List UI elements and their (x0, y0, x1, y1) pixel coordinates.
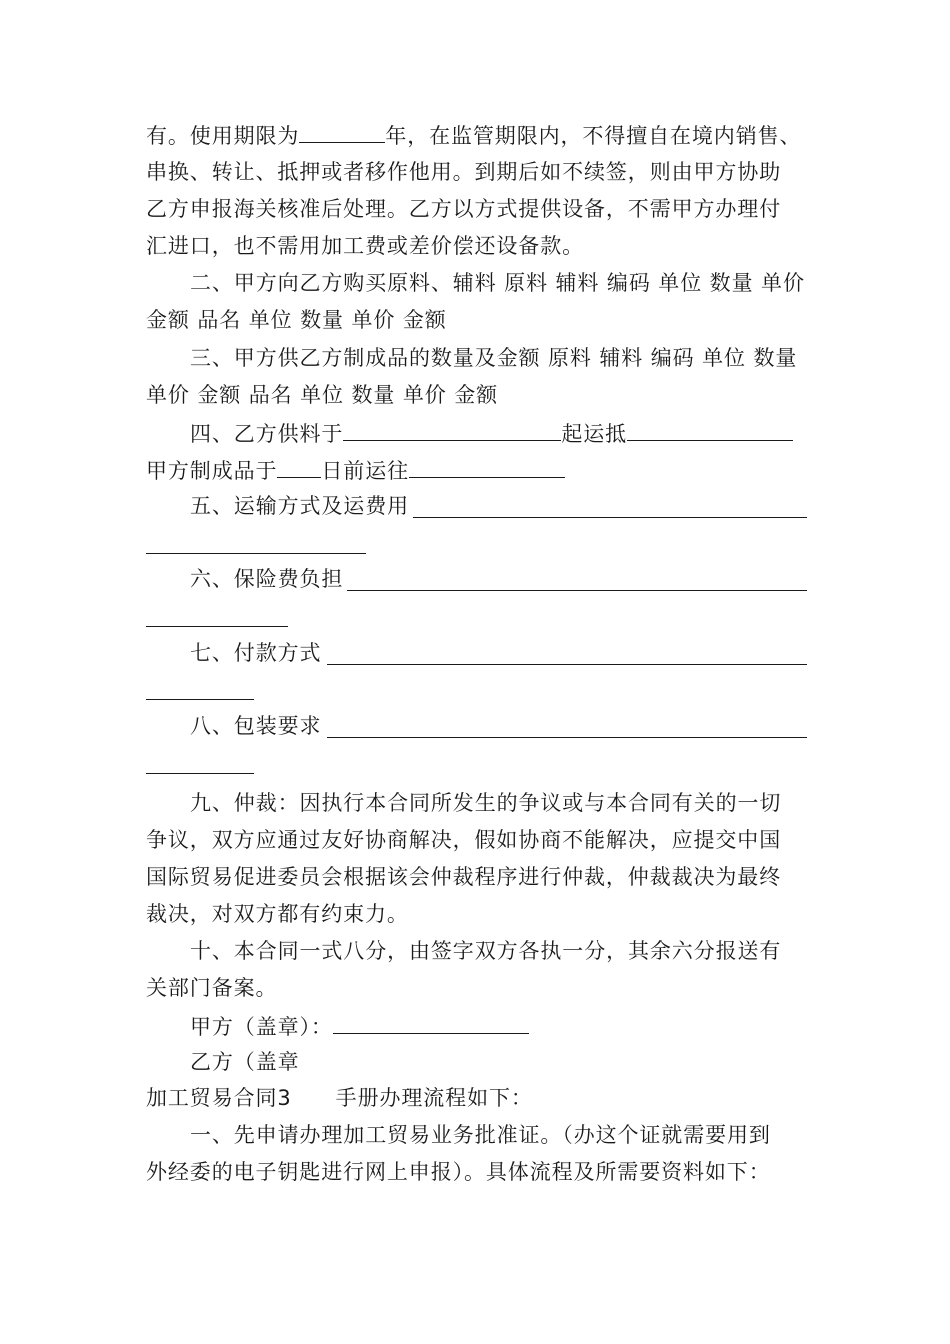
party-a-signature-line (190, 1007, 529, 1044)
clause-5-line (190, 488, 409, 525)
paragraph-line: 裁决，对双方都有约束力。 (146, 902, 409, 926)
text-span: 手册办理流程如下： (335, 1086, 533, 1110)
text-span: 年，在监管期限内，不得擅自在境内销售、 (385, 124, 802, 148)
paragraph-line: 关部门备案。 (146, 976, 278, 1000)
fill-in-blank (327, 736, 807, 738)
paragraph-line: 串换、转让、抵押或者移作他用。到期后如不续签，则由甲方协助 (146, 160, 782, 184)
clause-8-line (190, 708, 321, 745)
clause-2-line: 二、甲方向乙方购买原料、辅料 原料 辅料 编码 单位 数量 单价 (190, 271, 805, 295)
text-span: 加工贸易合同3 (146, 1086, 292, 1110)
paragraph-line: 外经委的电子钥匙进行网上申报）。具体流程及所需要资料如下： (146, 1160, 771, 1184)
fill-in-blank (327, 663, 807, 665)
paragraph-line (146, 451, 565, 488)
fill-in-blank (333, 1007, 529, 1034)
paragraph-line: 乙方申报海关核准后处理。乙方以方式提供设备，不需甲方办理付 (146, 197, 782, 221)
clause-10-line: 十、本合同一式八分，由签字双方各执一分，其余六分报送有 (190, 939, 782, 963)
paragraph-line: 汇进口，也不需用加工费或差价偿还设备款。 (146, 234, 584, 258)
text-span: 日前运往 (321, 459, 410, 483)
fill-in-blank (413, 516, 807, 518)
text-span: 甲方制成品于 (146, 459, 278, 483)
text-span: 五、运输方式及运费用 (190, 494, 409, 518)
paragraph-line (146, 116, 801, 153)
fill-in-blank (146, 772, 254, 774)
fill-in-blank (627, 414, 793, 441)
clause-9-line: 九、仲裁：因执行本合同所发生的争议或与本合同有关的一切 (190, 791, 782, 815)
paragraph-line: 一、先申请办理加工贸易业务批准证。（办这个证就需要用到 (190, 1123, 771, 1147)
clause-4-line (190, 414, 793, 451)
fill-in-blank (146, 552, 366, 554)
text-span: 七、付款方式 (190, 641, 322, 665)
fill-in-blank (146, 625, 288, 627)
fill-in-blank (409, 451, 565, 478)
fill-in-blank (277, 451, 321, 478)
clause-3-line: 三、甲方供乙方制成品的数量及金额 原料 辅料 编码 单位 数量 (190, 346, 798, 370)
fill-in-blank (299, 116, 385, 143)
text-span: 有。使用期限为 (146, 124, 300, 148)
text-span: 四、乙方供料于 (190, 422, 344, 446)
fill-in-blank (146, 698, 254, 700)
paragraph-line: 国际贸易促进委员会根据该会仲裁程序进行仲裁，仲裁裁决为最终 (146, 865, 782, 889)
clause-6-line (190, 561, 343, 598)
text-span: 六、保险费负担 (190, 567, 344, 591)
section-heading-line (146, 1080, 533, 1117)
fill-in-blank (343, 414, 561, 441)
text-span: 起运抵 (561, 422, 628, 446)
paragraph-line: 金额 品名 单位 数量 单价 金额 (146, 308, 447, 332)
text-span: 甲方（盖章）： (190, 1015, 333, 1039)
paragraph-line: 单价 金额 品名 单位 数量 单价 金额 (146, 383, 499, 407)
fill-in-blank (347, 589, 807, 591)
clause-7-line (190, 635, 321, 672)
paragraph-line: 争议，双方应通过友好协商解决，假如协商不能解决，应提交中国 (146, 828, 782, 852)
text-span: 八、包装要求 (190, 714, 322, 738)
party-b-signature-line: 乙方（盖章 (190, 1050, 300, 1074)
